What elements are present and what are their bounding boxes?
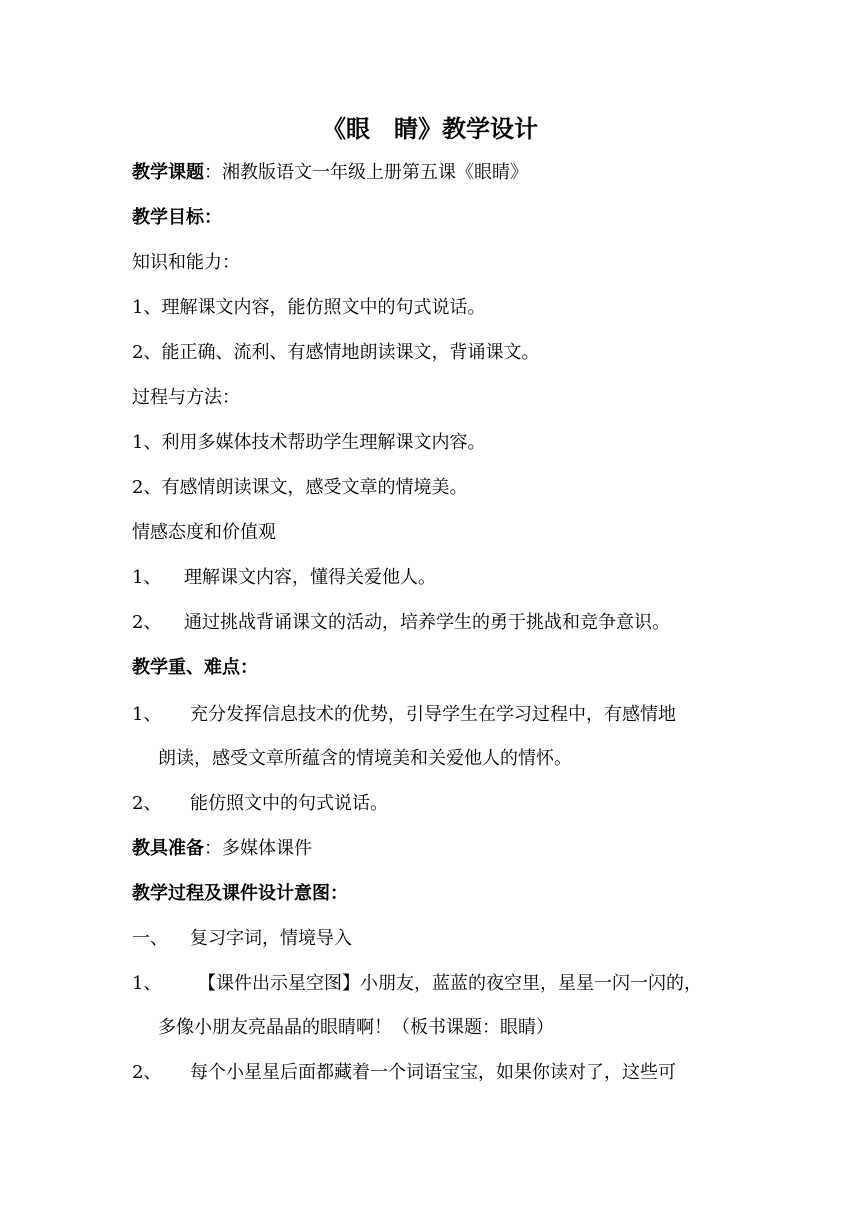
emotion-item-1 [132, 564, 436, 592]
item-number: 1、 [132, 297, 162, 318]
item-number: 2、 [132, 342, 162, 363]
item-text: 理解课文内容，懂得关爱他人。 [184, 567, 436, 588]
goals-heading: 教学目标： [132, 207, 222, 228]
step-2 [132, 1059, 676, 1087]
key-item-1 [132, 701, 676, 729]
key-item-2 [132, 790, 388, 818]
item-text: 能正确、流利、有感情地朗读课文，背诵课文。 [161, 342, 540, 363]
key-item-1-continuation: 朗读，感受文章所蕴含的情境美和关爱他人的情怀。 [158, 748, 572, 769]
section-number: 一、 [132, 928, 168, 949]
emotion-heading: 情感态度和价值观 [132, 522, 276, 543]
step-1 [132, 970, 702, 998]
tools-value: ：多媒体课件 [204, 838, 312, 859]
item-number: 2、 [132, 612, 162, 633]
item-number: 1、 [132, 432, 162, 453]
item-text: 有感情朗读课文，感受文章的情境美。 [161, 477, 468, 498]
item-text: 【课件出示星空图】小朋友，蓝蓝的夜空里，星星一闪一闪的， [198, 973, 702, 994]
document-title: 《眼 睛》教学设计 [322, 114, 538, 143]
tools-line [132, 835, 312, 863]
process-item-2 [132, 474, 467, 502]
process-heading: 过程与方法： [132, 387, 240, 408]
item-number: 2、 [132, 793, 162, 814]
item-text: 充分发挥信息技术的优势，引导学生在学习过程中，有感情地 [190, 704, 676, 725]
knowledge-item-2 [132, 339, 539, 367]
item-text: 理解课文内容，能仿照文中的句式说话。 [161, 297, 486, 318]
topic-label: 教学课题 [132, 162, 204, 183]
knowledge-heading: 知识和能力： [132, 252, 240, 273]
item-text: 能仿照文中的句式说话。 [190, 793, 388, 814]
topic-line [132, 159, 528, 187]
topic-value: ：湘教版语文一年级上册第五课《眼睛》 [204, 162, 528, 183]
process-design-heading: 教学过程及课件设计意图： [132, 883, 348, 904]
section-text: 复习字词，情境导入 [190, 928, 352, 949]
item-number: 2、 [132, 477, 162, 498]
process-item-1 [132, 429, 485, 457]
item-text: 每个小星星后面都藏着一个词语宝宝，如果你读对了，这些可 [190, 1062, 676, 1083]
knowledge-item-1 [132, 294, 485, 322]
tools-label: 教具准备 [132, 838, 204, 859]
key-points-heading: 教学重、难点： [132, 657, 258, 678]
section-one-heading [132, 925, 352, 953]
item-number: 1、 [132, 704, 162, 725]
item-number: 2、 [132, 1062, 162, 1083]
step-1-continuation: 多像小朋友亮晶晶的眼睛啊！（板书课题：眼睛） [158, 1017, 554, 1038]
emotion-item-2 [132, 609, 670, 637]
item-number: 1、 [132, 567, 162, 588]
item-text: 通过挑战背诵课文的活动，培养学生的勇于挑战和竞争意识。 [184, 612, 670, 633]
item-number: 1、 [132, 973, 162, 994]
item-text: 利用多媒体技术帮助学生理解课文内容。 [161, 432, 486, 453]
